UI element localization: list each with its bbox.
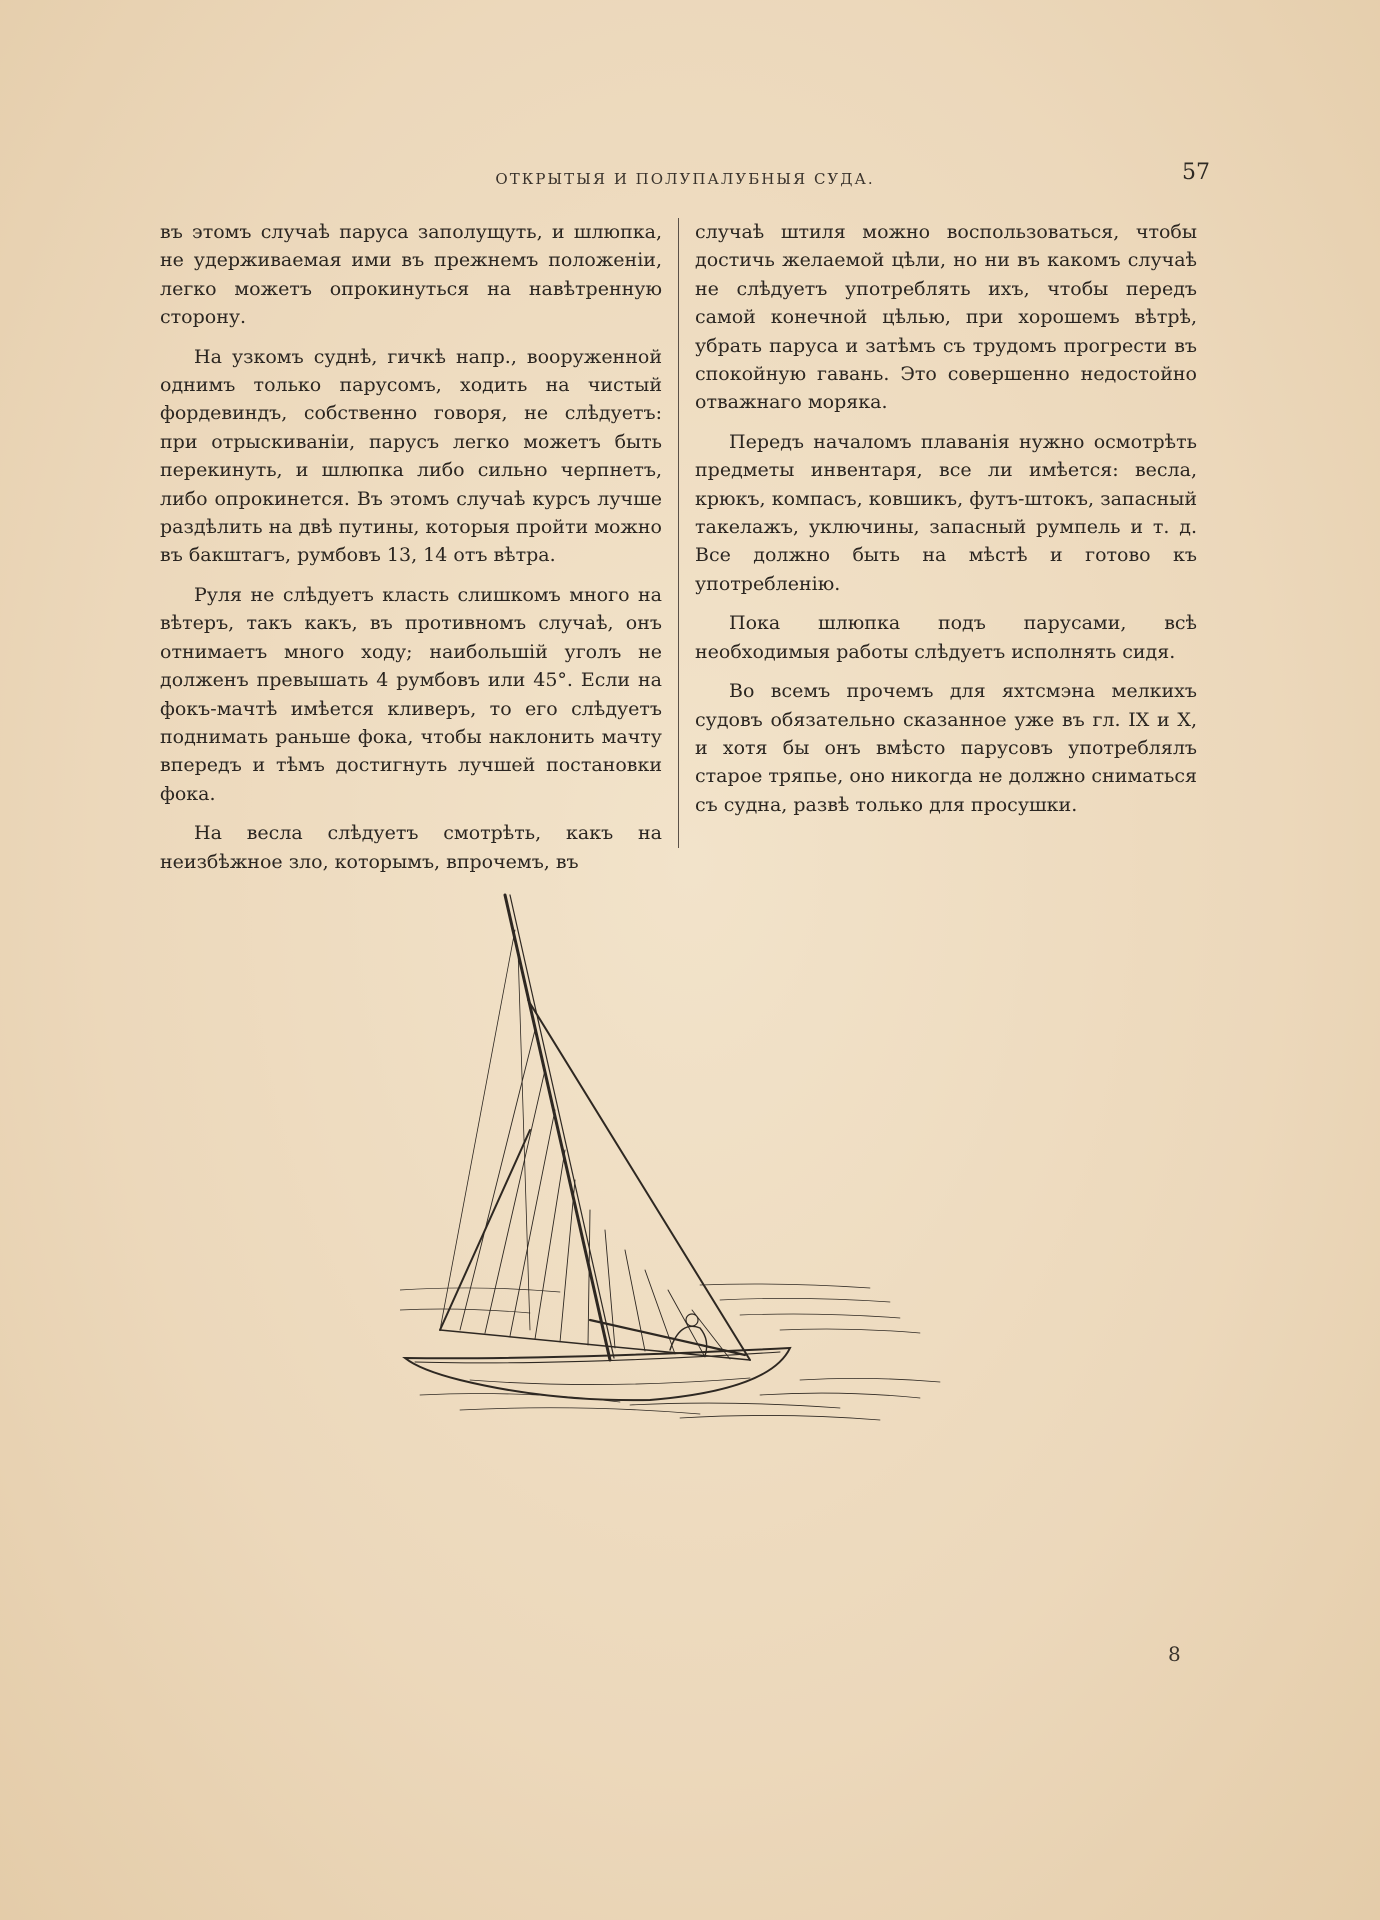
left-column [160, 218, 662, 887]
running-head: ОТКРЫТЫЯ И ПОЛУПАЛУБНЫЯ СУДА. [495, 170, 875, 188]
page-number: 57 [1182, 160, 1210, 185]
paragraph: Руля не слѣдуетъ класть слишкомъ много на вѣтеръ, такъ какъ, въ противномъ случаѣ, онъ отнимаетъ много ходу; наибольшій уголъ не долженъ превышать 4 румбовъ или 45°. Если на фокъ-мачтѣ имѣется кливеръ, то его слѣдуетъ поднимать раньше фока, чтобы наклонить мачту впередъ и тѣмъ достигнуть лучшей постановки фока. [160, 583, 662, 805]
paragraph: Передъ началомъ плаванія нужно осмотрѣть предметы инвентаря, все ли имѣется: весла, крюкъ, компасъ, ковшикъ, футъ-штокъ, запасный такелажъ, уключины, запасный румпель и т. д. Все должно быть на мѣстѣ и готово къ употребленію. [695, 430, 1197, 595]
page-header [160, 160, 1210, 200]
paragraph: Во всемъ прочемъ для яхтсмэна мелкихъ судовъ обязательно сказанное уже въ гл. IX и X, и хотя бы онъ вмѣсто парусовъ употреблялъ старое тряпье, оно никогда не должно сниматься съ судна, развѣ только для просушки. [695, 680, 1197, 816]
signature-mark: 8 [1168, 1642, 1181, 1666]
paragraph: Пока шлюпка подъ парусами, всѣ необходимыя работы слѣдуетъ исполнять сидя. [695, 612, 1197, 663]
paragraph: На узкомъ суднѣ, гичкѣ напр., вооруженной однимъ только парусомъ, ходить на чистый фордевиндъ, собственно говоря, не слѣдуетъ: при отрыскиваніи, парусъ легко можетъ быть перекинуть, и шлюпка либо сильно черпнетъ, либо опрокинется. Въ этомъ случаѣ курсъ лучше раздѣлить на двѣ путины, которыя пройти можно въ бакштагъ, румбовъ 13, 14 отъ вѣтра. [160, 345, 662, 567]
text-columns [160, 218, 1210, 873]
paragraph: случаѣ штиля можно воспользоваться, чтобы достичь желаемой цѣли, но ни въ какомъ случаѣ не слѣдуетъ употреблять ихъ, чтобы передъ самой конечной цѣлью, при хорошемъ вѣтрѣ, убрать паруса и затѣмъ съ трудомъ прогрести въ спокойную гавань. Это совершенно недостойно отважнаго моряка. [695, 221, 1197, 414]
right-column [695, 218, 1197, 830]
sailboat-illustration [400, 890, 990, 1430]
paragraph: На весла слѣдуетъ смотрѣть, какъ на неизбѣжное зло, которымъ, впрочемъ, въ [160, 822, 662, 873]
paragraph: въ этомъ случаѣ паруса заполущуть, и шлюпка, не удерживаемая ими въ прежнемъ положеніи, легко можетъ опрокинуться на навѣтренную сторону. [160, 221, 662, 329]
column-divider [678, 218, 679, 848]
